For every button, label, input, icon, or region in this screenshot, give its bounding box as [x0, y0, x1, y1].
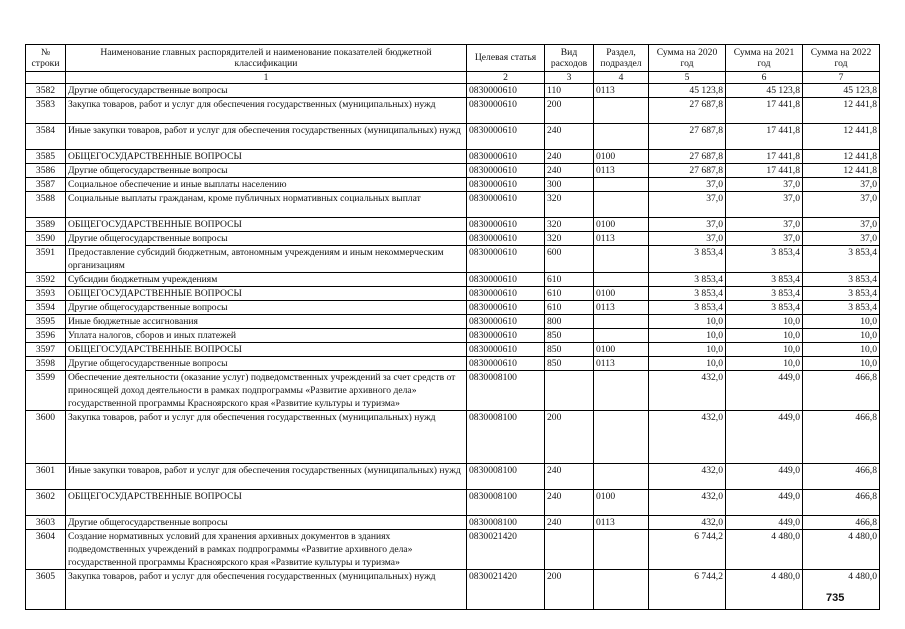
row-sum-2020: 3 853,4: [649, 273, 726, 287]
row-sum-2020: 3 853,4: [649, 287, 726, 301]
row-sum-2021: 45 123,8: [726, 84, 803, 98]
row-name: Другие общегосударственные вопросы: [66, 84, 467, 98]
row-name: Закупка товаров, работ и услуг для обеспечения государственных (муниципальных) нужд: [66, 98, 467, 124]
row-sum-2022: 45 123,8: [803, 84, 880, 98]
row-sum-2021: 3 853,4: [726, 273, 803, 287]
row-sum-2022: 466,8: [803, 411, 880, 464]
row-sum-2021: 3 853,4: [726, 301, 803, 315]
row-sum-2022: 10,0: [803, 343, 880, 357]
header-code: Целевая статья: [467, 45, 545, 72]
row-name: ОБЩЕГОСУДАРСТВЕННЫЕ ВОПРОСЫ: [66, 287, 467, 301]
row-section: [594, 273, 649, 287]
table-header: [26, 45, 880, 84]
row-sum-2022: 37,0: [803, 232, 880, 246]
row-expense-type: 610: [545, 301, 594, 315]
row-sum-2022: 12 441,8: [803, 150, 880, 164]
table-row: [26, 464, 880, 490]
row-sum-2020: 10,0: [649, 357, 726, 371]
row-name: ОБЩЕГОСУДАРСТВЕННЫЕ ВОПРОСЫ: [66, 218, 467, 232]
row-section: [594, 178, 649, 192]
row-name: Иные бюджетные ассигнования: [66, 315, 467, 329]
row-sum-2021: 449,0: [726, 490, 803, 516]
row-sum-2022: 37,0: [803, 218, 880, 232]
row-target-article: 0830008100: [467, 516, 545, 530]
row-number: 3587: [26, 178, 66, 192]
row-target-article: 0830000610: [467, 124, 545, 150]
table-row: [26, 516, 880, 530]
row-sum-2021: 17 441,8: [726, 98, 803, 124]
row-name: Социальное обеспечение и иные выплаты населению: [66, 178, 467, 192]
table-row: [26, 570, 880, 610]
row-number: 3603: [26, 516, 66, 530]
row-sum-2021: 17 441,8: [726, 150, 803, 164]
row-target-article: 0830000610: [467, 287, 545, 301]
row-target-article: 0830000610: [467, 232, 545, 246]
row-number: 3586: [26, 164, 66, 178]
row-expense-type: 300: [545, 178, 594, 192]
column-number-row: [26, 72, 880, 84]
row-sum-2021: 4 480,0: [726, 530, 803, 570]
row-sum-2022: 3 853,4: [803, 301, 880, 315]
row-target-article: 0830021420: [467, 570, 545, 610]
row-target-article: 0830000610: [467, 273, 545, 287]
row-section: [594, 246, 649, 273]
table-row: [26, 178, 880, 192]
row-target-article: 0830000610: [467, 343, 545, 357]
table-row: [26, 84, 880, 98]
row-expense-type: 200: [545, 411, 594, 464]
row-name: Субсидии бюджетным учреждениям: [66, 273, 467, 287]
row-expense-type: 850: [545, 343, 594, 357]
row-name: Предоставление субсидий бюджетным, автономным учреждениям и иным некоммерческим организациям: [66, 246, 467, 273]
row-section: 0100: [594, 490, 649, 516]
row-sum-2022: 466,8: [803, 516, 880, 530]
row-number: 3588: [26, 192, 66, 218]
row-number: 3605: [26, 570, 66, 610]
column-number: 6: [726, 72, 803, 84]
row-target-article: 0830000610: [467, 84, 545, 98]
table-row: [26, 218, 880, 232]
row-name: Закупка товаров, работ и услуг для обеспечения государственных (муниципальных) нужд: [66, 570, 467, 610]
row-sum-2020: 27 687,8: [649, 124, 726, 150]
row-number: 3583: [26, 98, 66, 124]
row-section: [594, 98, 649, 124]
table-row: [26, 530, 880, 570]
row-sum-2022: 10,0: [803, 357, 880, 371]
row-expense-type: 850: [545, 329, 594, 343]
row-sum-2020: 3 853,4: [649, 246, 726, 273]
row-sum-2021: 449,0: [726, 411, 803, 464]
table-row: [26, 164, 880, 178]
row-sum-2022: 10,0: [803, 315, 880, 329]
row-name: Обеспечение деятельности (оказание услуг) подведомственных учреждений за счет средств от приносящей доход деятельности в рамках подпрограммы «Развитие архивного дела» государственной программы Красноярского края «Развитие культуры и туризма»: [66, 371, 467, 411]
row-section: [594, 570, 649, 610]
table-row: [26, 411, 880, 464]
row-number: 3585: [26, 150, 66, 164]
header-num: № строки: [26, 45, 66, 72]
row-section: 0113: [594, 357, 649, 371]
row-name: Другие общегосударственные вопросы: [66, 232, 467, 246]
row-sum-2020: 10,0: [649, 343, 726, 357]
row-sum-2020: 37,0: [649, 178, 726, 192]
row-expense-type: 240: [545, 490, 594, 516]
row-expense-type: 850: [545, 357, 594, 371]
row-number: 3589: [26, 218, 66, 232]
table-row: [26, 192, 880, 218]
row-section: [594, 315, 649, 329]
row-sum-2020: 432,0: [649, 516, 726, 530]
row-sum-2021: 10,0: [726, 329, 803, 343]
row-section: 0100: [594, 218, 649, 232]
row-section: 0113: [594, 164, 649, 178]
page-number: 735: [826, 592, 845, 604]
row-expense-type: 240: [545, 124, 594, 150]
row-section: 0113: [594, 516, 649, 530]
row-sum-2022: 3 853,4: [803, 287, 880, 301]
row-name: Создание нормативных условий для хранения архивных документов в зданиях подведомственных учреждений в рамках подпрограммы «Развитие архивного дела» государственной программы Красноярского края «Развитие культуры и туризма»: [66, 530, 467, 570]
column-number: 3: [545, 72, 594, 84]
table-row: [26, 232, 880, 246]
row-number: 3592: [26, 273, 66, 287]
row-number: 3598: [26, 357, 66, 371]
row-sum-2021: 17 441,8: [726, 164, 803, 178]
table-body: [26, 84, 880, 610]
row-sum-2021: 449,0: [726, 371, 803, 411]
column-number: 7: [803, 72, 880, 84]
row-target-article: 0830000610: [467, 218, 545, 232]
row-target-article: 0830000610: [467, 150, 545, 164]
row-sum-2021: 37,0: [726, 192, 803, 218]
row-target-article: 0830000610: [467, 98, 545, 124]
row-sum-2020: 3 853,4: [649, 301, 726, 315]
table-row: [26, 343, 880, 357]
column-number: 1: [66, 72, 467, 84]
row-sum-2021: 10,0: [726, 315, 803, 329]
row-sum-2021: 3 853,4: [726, 287, 803, 301]
row-sum-2022: 10,0: [803, 329, 880, 343]
row-expense-type: 320: [545, 218, 594, 232]
row-number: 3597: [26, 343, 66, 357]
row-expense-type: 200: [545, 98, 594, 124]
row-number: 3591: [26, 246, 66, 273]
row-sum-2020: 432,0: [649, 371, 726, 411]
row-sum-2020: 27 687,8: [649, 150, 726, 164]
table-row: [26, 98, 880, 124]
row-target-article: 0830000610: [467, 192, 545, 218]
row-sum-2022: 37,0: [803, 192, 880, 218]
row-target-article: 0830000610: [467, 357, 545, 371]
row-sum-2020: 37,0: [649, 232, 726, 246]
header-vid: Вид расходов: [545, 45, 594, 72]
row-target-article: 0830008100: [467, 411, 545, 464]
table-row: [26, 329, 880, 343]
row-target-article: 0830000610: [467, 246, 545, 273]
row-number: 3584: [26, 124, 66, 150]
row-name: Иные закупки товаров, работ и услуг для обеспечения государственных (муниципальных) нужд: [66, 464, 467, 490]
row-sum-2021: 17 441,8: [726, 124, 803, 150]
row-sum-2022: 12 441,8: [803, 124, 880, 150]
row-target-article: 0830000610: [467, 315, 545, 329]
row-number: 3600: [26, 411, 66, 464]
row-name: Социальные выплаты гражданам, кроме публичных нормативных социальных выплат: [66, 192, 467, 218]
row-sum-2020: 432,0: [649, 490, 726, 516]
row-sum-2020: 27 687,8: [649, 98, 726, 124]
row-sum-2022: 4 480,0: [803, 570, 880, 610]
row-sum-2021: 10,0: [726, 343, 803, 357]
row-sum-2021: 3 853,4: [726, 246, 803, 273]
row-sum-2020: 37,0: [649, 192, 726, 218]
row-target-article: 0830021420: [467, 530, 545, 570]
table-row: [26, 273, 880, 287]
row-expense-type: [545, 371, 594, 411]
row-sum-2022: 12 441,8: [803, 164, 880, 178]
row-expense-type: 110: [545, 84, 594, 98]
row-sum-2022: 4 480,0: [803, 530, 880, 570]
row-name: ОБЩЕГОСУДАРСТВЕННЫЕ ВОПРОСЫ: [66, 150, 467, 164]
row-section: [594, 371, 649, 411]
row-sum-2020: 6 744,2: [649, 570, 726, 610]
column-number: 5: [649, 72, 726, 84]
row-section: [594, 530, 649, 570]
row-sum-2020: 432,0: [649, 464, 726, 490]
row-expense-type: 240: [545, 464, 594, 490]
budget-table: [25, 44, 880, 610]
row-name: Другие общегосударственные вопросы: [66, 301, 467, 315]
table-row: [26, 490, 880, 516]
row-expense-type: 240: [545, 516, 594, 530]
row-target-article: 0830000610: [467, 301, 545, 315]
row-section: [594, 329, 649, 343]
row-number: 3590: [26, 232, 66, 246]
row-target-article: 0830000610: [467, 178, 545, 192]
header-sum-2020: Сумма на 2020 год: [649, 45, 726, 72]
header-name: Наименование главных распорядителей и наименование показателей бюджетной классификации: [66, 45, 467, 72]
row-section: 0100: [594, 343, 649, 357]
row-expense-type: 320: [545, 232, 594, 246]
row-target-article: 0830008100: [467, 464, 545, 490]
row-section: 0100: [594, 287, 649, 301]
table-row: [26, 301, 880, 315]
row-sum-2020: 10,0: [649, 315, 726, 329]
row-sum-2022: 466,8: [803, 464, 880, 490]
row-expense-type: 600: [545, 246, 594, 273]
row-section: [594, 124, 649, 150]
table-row: [26, 287, 880, 301]
row-expense-type: 240: [545, 164, 594, 178]
table-row: [26, 124, 880, 150]
row-sum-2020: 37,0: [649, 218, 726, 232]
row-number: 3593: [26, 287, 66, 301]
row-sum-2021: 449,0: [726, 516, 803, 530]
row-name: Другие общегосударственные вопросы: [66, 164, 467, 178]
row-sum-2021: 37,0: [726, 178, 803, 192]
row-expense-type: [545, 530, 594, 570]
row-expense-type: 610: [545, 287, 594, 301]
row-target-article: 0830000610: [467, 329, 545, 343]
row-expense-type: 240: [545, 150, 594, 164]
row-name: ОБЩЕГОСУДАРСТВЕННЫЕ ВОПРОСЫ: [66, 490, 467, 516]
row-name: ОБЩЕГОСУДАРСТВЕННЫЕ ВОПРОСЫ: [66, 343, 467, 357]
row-section: 0100: [594, 150, 649, 164]
row-expense-type: 800: [545, 315, 594, 329]
row-sum-2020: 6 744,2: [649, 530, 726, 570]
row-number: 3595: [26, 315, 66, 329]
row-section: [594, 411, 649, 464]
row-number: 3594: [26, 301, 66, 315]
table-row: [26, 150, 880, 164]
row-sum-2020: 27 687,8: [649, 164, 726, 178]
row-sum-2022: 466,8: [803, 490, 880, 516]
row-number: 3596: [26, 329, 66, 343]
row-target-article: 0830008100: [467, 490, 545, 516]
row-name: Уплата налогов, сборов и иных платежей: [66, 329, 467, 343]
row-number: 3599: [26, 371, 66, 411]
row-number: 3602: [26, 490, 66, 516]
row-section: 0113: [594, 232, 649, 246]
row-sum-2020: 45 123,8: [649, 84, 726, 98]
row-sum-2020: 10,0: [649, 329, 726, 343]
row-sum-2022: 3 853,4: [803, 246, 880, 273]
row-section: 0113: [594, 84, 649, 98]
row-sum-2022: 466,8: [803, 371, 880, 411]
row-sum-2021: 449,0: [726, 464, 803, 490]
table-row: [26, 246, 880, 273]
row-sum-2021: 37,0: [726, 218, 803, 232]
row-number: 3604: [26, 530, 66, 570]
row-expense-type: 200: [545, 570, 594, 610]
row-name: Иные закупки товаров, работ и услуг для обеспечения государственных (муниципальных) нужд: [66, 124, 467, 150]
header-section: Раздел, подраздел: [594, 45, 649, 72]
table-row: [26, 315, 880, 329]
row-number: 3582: [26, 84, 66, 98]
row-target-article: 0830008100: [467, 371, 545, 411]
table-row: [26, 371, 880, 411]
row-section: [594, 464, 649, 490]
header-sum-2021: Сумма на 2021 год: [726, 45, 803, 72]
column-number: 4: [594, 72, 649, 84]
row-expense-type: 320: [545, 192, 594, 218]
row-name: Другие общегосударственные вопросы: [66, 516, 467, 530]
row-sum-2022: 3 853,4: [803, 273, 880, 287]
row-target-article: 0830000610: [467, 164, 545, 178]
row-section: 0113: [594, 301, 649, 315]
column-number-empty: [26, 72, 66, 84]
row-section: [594, 192, 649, 218]
row-sum-2021: 4 480,0: [726, 570, 803, 610]
column-number: 2: [467, 72, 545, 84]
row-sum-2021: 10,0: [726, 357, 803, 371]
row-expense-type: 610: [545, 273, 594, 287]
row-sum-2022: 37,0: [803, 178, 880, 192]
table-row: [26, 357, 880, 371]
row-name: Другие общегосударственные вопросы: [66, 357, 467, 371]
header-sum-2022: Сумма на 2022 год: [803, 45, 880, 72]
row-number: 3601: [26, 464, 66, 490]
row-sum-2021: 37,0: [726, 232, 803, 246]
row-sum-2020: 432,0: [649, 411, 726, 464]
row-sum-2022: 12 441,8: [803, 98, 880, 124]
row-name: Закупка товаров, работ и услуг для обеспечения государственных (муниципальных) нужд: [66, 411, 467, 464]
